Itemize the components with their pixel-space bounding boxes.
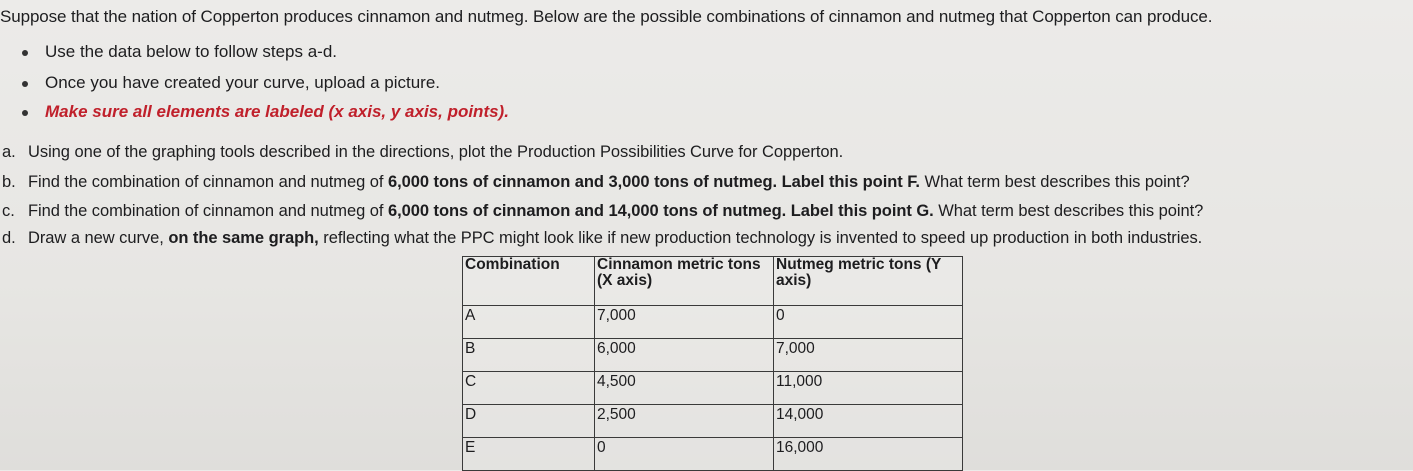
table-row: [463, 306, 963, 339]
table-row: [463, 405, 963, 438]
bullet-item: Once you have created your curve, upload a picture.: [22, 73, 440, 93]
intro-text: Suppose that the nation of Copperton produces cinnamon and nutmeg. Below are the possible combinations of cinnamon and nutmeg that Copperton can produce.: [0, 7, 1213, 26]
bullet-item-warning: Make sure all elements are labeled (x axis, y axis, points).: [22, 102, 509, 122]
table-row: [463, 438, 963, 471]
step-b: b. Find the combination of cinnamon and nutmeg of 6,000 tons of cinnamon and 3,000 tons of nutmeg. Label this point F. What term best describes this point?: [2, 173, 1190, 191]
cell-nutmeg: 11,000: [774, 372, 963, 405]
bullet-icon: [22, 110, 28, 116]
cell-cinnamon: 2,500: [595, 405, 774, 438]
cell-cinnamon: 4,500: [595, 372, 774, 405]
cell-nutmeg: 16,000: [774, 438, 963, 471]
cell-nutmeg: 14,000: [774, 405, 963, 438]
bullet-icon: [22, 81, 28, 87]
bullet-item: Use the data below to follow steps a-d.: [22, 42, 337, 62]
header-nutmeg: Nutmeg metric tons (Y axis): [774, 257, 963, 306]
table-row: [463, 339, 963, 372]
cell-cinnamon: 7,000: [595, 306, 774, 339]
step-a: a. Using one of the graphing tools described in the directions, plot the Production Possibilities Curve for Copperton.: [2, 143, 844, 161]
table-header-row: [463, 257, 963, 306]
cell-combination: E: [463, 438, 595, 471]
step-d: d. Draw a new curve, on the same graph, reflecting what the PPC might look like if new production technology is invented to speed up production in both industries.: [2, 229, 1203, 247]
step-c: c. Find the combination of cinnamon and nutmeg of 6,000 tons of cinnamon and 14,000 tons of nutmeg. Label this point G. What term best describes this point?: [2, 202, 1204, 220]
header-cinnamon: Cinnamon metric tons (X axis): [595, 257, 774, 306]
cell-combination: D: [463, 405, 595, 438]
cell-combination: B: [463, 339, 595, 372]
cell-nutmeg: 7,000: [774, 339, 963, 372]
cell-nutmeg: 0: [774, 306, 963, 339]
cell-cinnamon: 6,000: [595, 339, 774, 372]
cell-cinnamon: 0: [595, 438, 774, 471]
header-combination: Combination: [463, 257, 595, 306]
cell-combination: C: [463, 372, 595, 405]
cell-combination: A: [463, 306, 595, 339]
bullet-icon: [22, 50, 28, 56]
combinations-table: [462, 256, 963, 471]
table-row: [463, 372, 963, 405]
